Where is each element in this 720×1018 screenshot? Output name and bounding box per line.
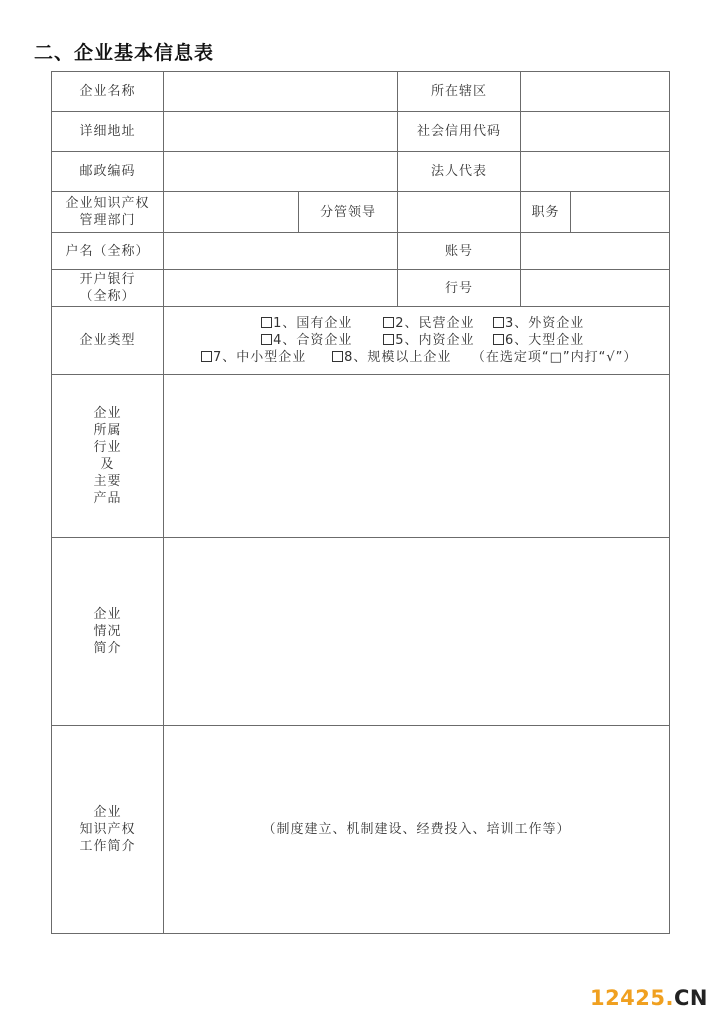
option-label: 7、中小型企业 [212, 350, 307, 365]
bank-no-field[interactable] [521, 270, 670, 307]
bank-label-line2: （全称） [79, 289, 136, 304]
checkbox-option[interactable] [370, 332, 488, 349]
jurisdiction-field[interactable] [521, 72, 670, 112]
label-line: 工作简介 [79, 839, 136, 854]
watermark-tld: CN [674, 986, 708, 1010]
leader-field[interactable] [398, 192, 521, 233]
enterprise-info-table [51, 71, 670, 934]
label-line: 情况 [93, 624, 122, 639]
table-row [52, 112, 670, 152]
table-row [52, 233, 670, 270]
intro-label [52, 538, 164, 726]
credit-code-label: 社会信用代码 [398, 112, 521, 152]
enterprise-type-label: 企业类型 [52, 307, 164, 375]
table-row [52, 726, 670, 934]
options-line-2 [168, 332, 665, 349]
option-label: 1、国有企业 [273, 316, 353, 331]
option-label: 3、外资企业 [505, 316, 585, 331]
table-row [52, 152, 670, 192]
table-row [52, 538, 670, 726]
checkbox-box[interactable] [383, 317, 394, 328]
label-line: 及 [100, 457, 115, 472]
table-row [52, 270, 670, 307]
address-label: 详细地址 [52, 112, 164, 152]
instruction-text: （在选定项“□”内打“√”） [471, 350, 638, 365]
checkbox-box[interactable] [261, 334, 272, 345]
bank-field[interactable] [164, 270, 398, 307]
bank-no-label: 行号 [398, 270, 521, 307]
label-line: 企业 [93, 805, 122, 820]
account-no-label: 账号 [398, 233, 521, 270]
label-line: 所属 [93, 423, 122, 438]
checkbox-box[interactable] [493, 317, 504, 328]
ip-dept-label [52, 192, 164, 233]
site-watermark [590, 986, 708, 1010]
checkbox-option[interactable] [370, 315, 488, 332]
checkbox-box[interactable] [332, 351, 343, 362]
option-label: 8、规模以上企业 [344, 350, 452, 365]
checkbox-option[interactable] [249, 332, 365, 349]
checkbox-option[interactable] [493, 315, 584, 332]
option-label: 2、民营企业 [395, 316, 475, 331]
ip-work-hint: （制度建立、机制建设、经费投入、培训工作等） [262, 822, 571, 837]
jurisdiction-label: 所在辖区 [398, 72, 521, 112]
option-label: 4、合资企业 [273, 333, 353, 348]
label-line: 产品 [93, 491, 122, 506]
table-row [52, 375, 670, 538]
account-name-field[interactable] [164, 233, 398, 270]
ip-dept-label-line2: 管理部门 [79, 213, 136, 228]
postcode-label: 邮政编码 [52, 152, 164, 192]
watermark-dot: . [665, 986, 674, 1010]
label-line: 简介 [93, 641, 122, 656]
checkbox-box[interactable] [261, 317, 272, 328]
credit-code-field[interactable] [521, 112, 670, 152]
options-line-1 [168, 315, 665, 332]
industry-field[interactable] [164, 375, 670, 538]
legal-rep-label: 法人代表 [398, 152, 521, 192]
checkbox-box[interactable] [383, 334, 394, 345]
label-line: 企业 [93, 406, 122, 421]
position-field[interactable] [571, 192, 670, 233]
position-label: 职务 [521, 192, 571, 233]
enterprise-type-options [164, 307, 670, 375]
company-name-field[interactable] [164, 72, 398, 112]
ip-dept-label-line1: 企业知识产权 [65, 196, 150, 211]
legal-rep-field[interactable] [521, 152, 670, 192]
label-line: 行业 [93, 440, 122, 455]
intro-field[interactable] [164, 538, 670, 726]
company-name-label: 企业名称 [52, 72, 164, 112]
postcode-field[interactable] [164, 152, 398, 192]
checkbox-option[interactable] [493, 332, 584, 349]
account-name-label: 户名（全称） [52, 233, 164, 270]
label-line: 企业 [93, 607, 122, 622]
label-line: 主要 [93, 474, 122, 489]
option-label: 5、内资企业 [395, 333, 475, 348]
table-row [52, 192, 670, 233]
table-row [52, 307, 670, 375]
leader-label: 分管领导 [299, 192, 398, 233]
account-no-field[interactable] [521, 233, 670, 270]
checkbox-option[interactable] [196, 349, 312, 366]
ip-work-field[interactable] [164, 726, 670, 934]
address-field[interactable] [164, 112, 398, 152]
checkbox-option[interactable] [249, 315, 365, 332]
label-line: 知识产权 [79, 822, 136, 837]
checkbox-option[interactable] [317, 349, 467, 366]
bank-label-line1: 开户银行 [79, 272, 136, 287]
checkbox-box[interactable] [201, 351, 212, 362]
table-row [52, 72, 670, 112]
checkbox-box[interactable] [493, 334, 504, 345]
bank-label [52, 270, 164, 307]
ip-work-label [52, 726, 164, 934]
option-label: 6、大型企业 [505, 333, 585, 348]
industry-label [52, 375, 164, 538]
options-line-3 [168, 349, 665, 366]
section-title: 二、企业基本信息表 [34, 42, 215, 64]
watermark-number: 12425 [589, 986, 666, 1010]
ip-dept-field[interactable] [164, 192, 299, 233]
